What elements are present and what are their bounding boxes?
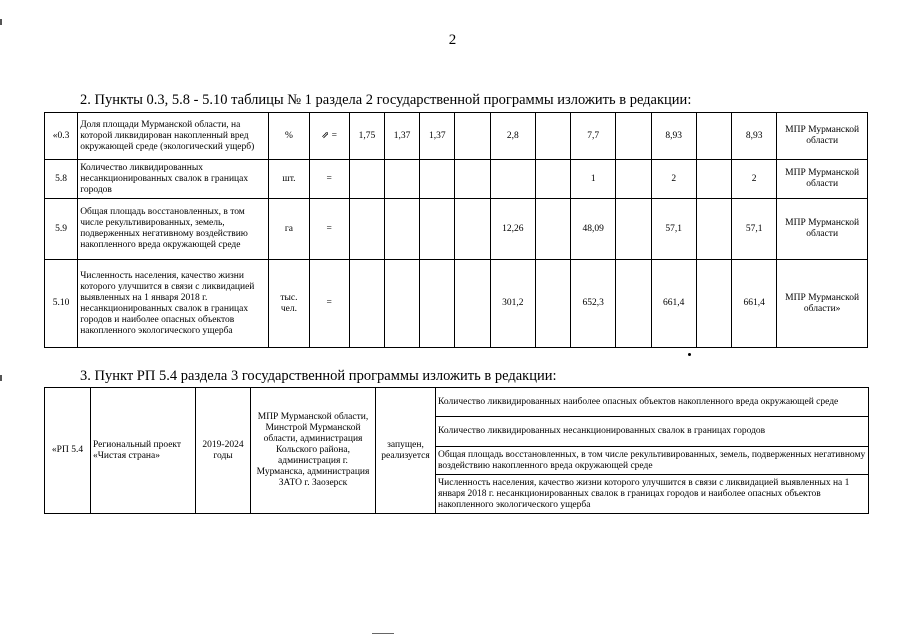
table-cell: 2	[732, 160, 777, 199]
indicator-name: Общая площадь восстановленных, в том числе рекультивированных, земель, подверженных негативному воздействию накопленного вреда окружающей среде	[78, 199, 269, 260]
table-cell	[455, 113, 490, 160]
table-row	[45, 160, 868, 199]
indicator-name: Доля площади Мурманской области, на которой ликвидирован накопленный вред окружающей среде (экологический ущерб)	[78, 113, 269, 160]
table-cell	[455, 199, 490, 260]
table-cell: 661,4	[732, 260, 777, 348]
table-cell	[385, 199, 420, 260]
table-cell: =	[309, 260, 349, 348]
table-cell	[696, 260, 731, 348]
table-cell: 1,75	[349, 113, 384, 160]
table-cell: га	[269, 199, 309, 260]
table-cell: %	[269, 113, 309, 160]
table-cell	[535, 199, 570, 260]
table-cell	[535, 160, 570, 199]
table-cell: 7,7	[571, 113, 616, 160]
indicators-table	[44, 112, 868, 348]
table-cell: 301,2	[490, 260, 535, 348]
table-cell	[616, 113, 651, 160]
section-3-heading: 3. Пункт РП 5.4 раздела 3 государственной программы изложить в редакции:	[80, 368, 557, 384]
responsible-cell: МПР Мурманской области	[777, 113, 868, 160]
table-cell	[420, 160, 455, 199]
table-cell: 1,37	[420, 113, 455, 160]
table-cell	[535, 260, 570, 348]
table-row	[45, 199, 868, 260]
table-cell: 2	[651, 160, 696, 199]
project-name: Региональный проект «Чистая страна»	[91, 388, 196, 514]
table-cell	[616, 199, 651, 260]
scan-mark	[0, 19, 2, 25]
page-number: 2	[448, 32, 457, 48]
table-cell	[535, 113, 570, 160]
responsible-cell: МПР Мурманской области	[777, 199, 868, 260]
table-cell	[385, 160, 420, 199]
table-cell: 1	[571, 160, 616, 199]
table-row	[45, 260, 868, 348]
table-cell: 8,93	[651, 113, 696, 160]
table-cell: 1,37	[385, 113, 420, 160]
table-cell: 652,3	[571, 260, 616, 348]
table-cell: 48,09	[571, 199, 616, 260]
table-cell	[349, 160, 384, 199]
scan-mark	[0, 375, 2, 381]
project-indicator: Общая площадь восстановленных, в том числе рекультивированных, земель, подверженных негативному воздействию накопленного вреда окружающей среде	[436, 447, 869, 475]
stray-dot	[688, 353, 691, 356]
table-cell: 5.9	[45, 199, 78, 260]
table-cell	[616, 160, 651, 199]
project-number: «РП 5.4	[45, 388, 91, 514]
table-cell: 661,4	[651, 260, 696, 348]
project-indicator: Количество ликвидированных несанкционированных свалок в границах городов	[436, 417, 869, 447]
table-cell: шт.	[269, 160, 309, 199]
responsible-cell: МПР Мурманской области»	[777, 260, 868, 348]
table-cell	[696, 160, 731, 199]
table-cell: =	[309, 199, 349, 260]
project-table	[44, 387, 869, 514]
table-cell: ⇗ =	[309, 113, 349, 160]
indicator-name: Количество ликвидированных несанкционированных свалок в границах городов	[78, 160, 269, 199]
responsible-cell: МПР Мурманской области	[777, 160, 868, 199]
table-cell	[420, 199, 455, 260]
project-indicator: Количество ликвидированных наиболее опасных объектов накопленного вреда окружающей среде	[436, 388, 869, 417]
table-cell: 57,1	[732, 199, 777, 260]
section-2-heading: 2. Пункты 0.3, 5.8 - 5.10 таблицы № 1 раздела 2 государственной программы изложить в редакции:	[80, 92, 692, 108]
indicator-name: Численность населения, качество жизни которого улучшится в связи с ликвидацией выявленных на 1 января 2018 г. несанкционированных свалок в границах городов и наиболее опасных объектов накопленного экологического ущерба	[78, 260, 269, 348]
table-cell: 12,26	[490, 199, 535, 260]
table-cell	[349, 199, 384, 260]
table-cell: 8,93	[732, 113, 777, 160]
table-cell: 57,1	[651, 199, 696, 260]
project-indicator: Численность населения, качество жизни которого улучшится в связи с ликвидацией выявленных на 1 января 2018 г. несанкционированных свалок в границах городов и наиболее опасных объектов накопленного экологического ущерба	[436, 475, 869, 514]
table-cell: 5.10	[45, 260, 78, 348]
table-cell	[385, 260, 420, 348]
table-cell	[455, 160, 490, 199]
table-cell	[696, 199, 731, 260]
table-cell	[420, 260, 455, 348]
table-cell	[349, 260, 384, 348]
table-cell	[696, 113, 731, 160]
table-cell	[455, 260, 490, 348]
table-row	[45, 113, 868, 160]
table-cell: «0.3	[45, 113, 78, 160]
table-cell	[490, 160, 535, 199]
table-cell: 5.8	[45, 160, 78, 199]
project-years: 2019-2024 годы	[196, 388, 251, 514]
table-cell: 2,8	[490, 113, 535, 160]
project-executors: МПР Мурманской области, Минстрой Мурманской области, администрация Кольского района, администрация г. Мурманска, администрация ЗАТО г. Заозерск	[251, 388, 376, 514]
scan-mark	[372, 633, 394, 634]
project-status: запущен, реализуется	[376, 388, 436, 514]
table-cell	[616, 260, 651, 348]
table-cell: =	[309, 160, 349, 199]
table-cell: тыс. чел.	[269, 260, 309, 348]
